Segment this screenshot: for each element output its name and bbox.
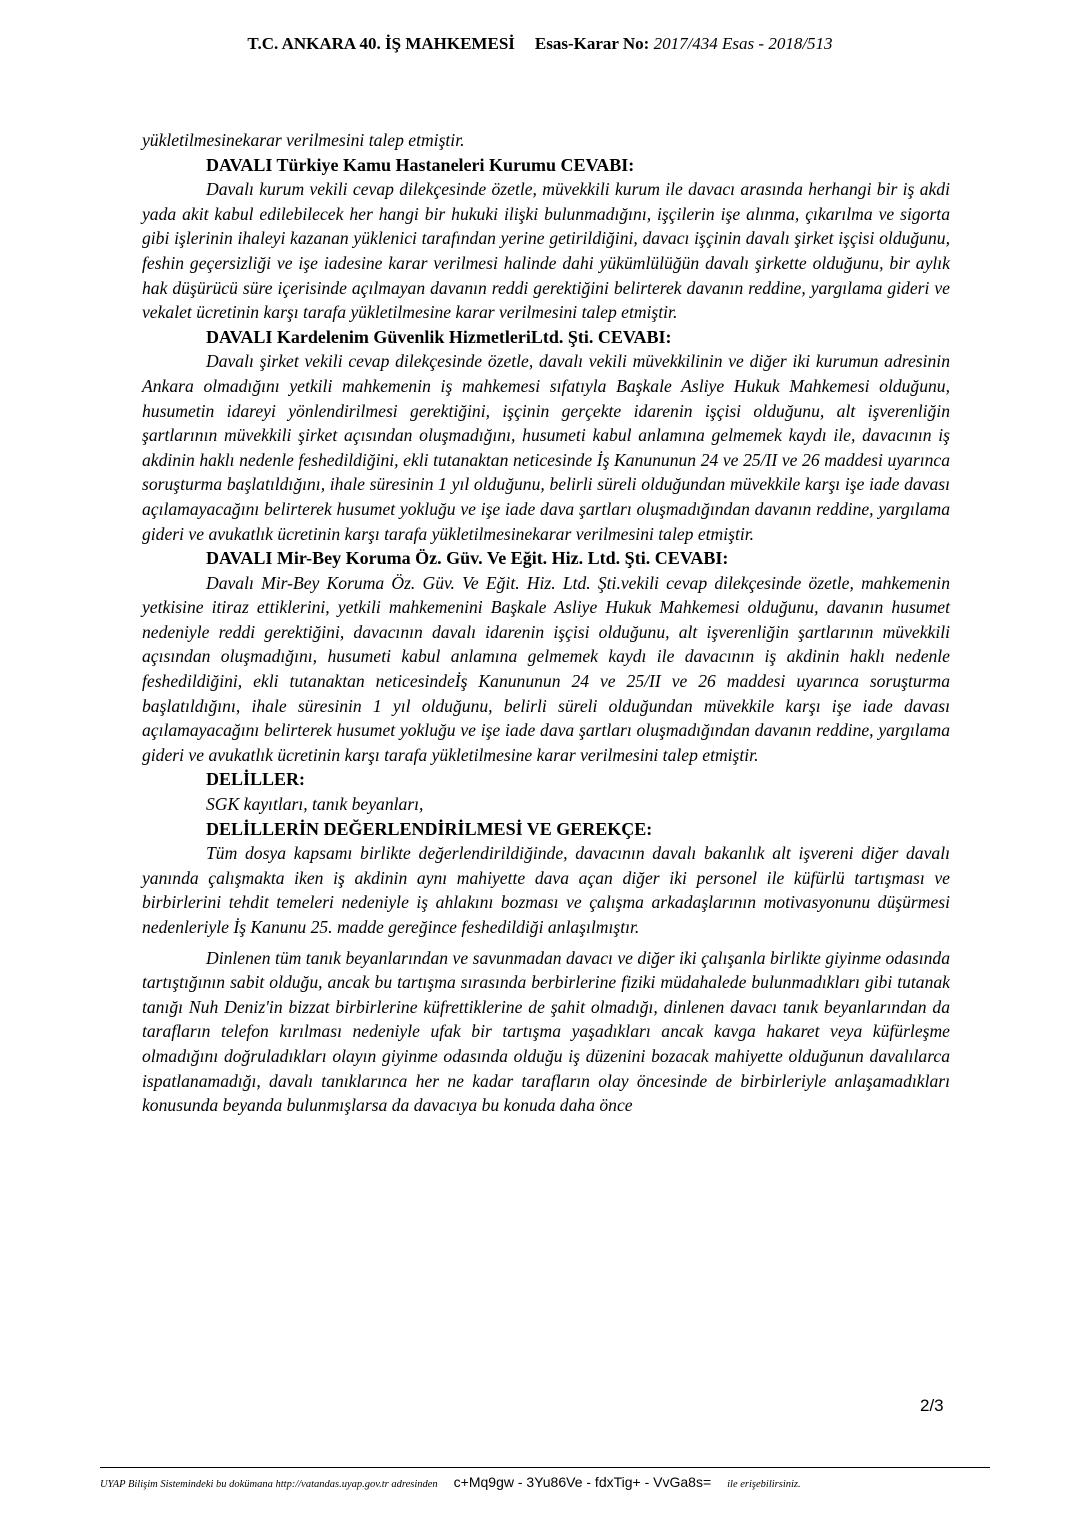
section-heading-kardelenim: DAVALI Kardelenim Güvenlik HizmetleriLtd. Şti. CEVABI: (206, 326, 672, 347)
section-heading-mir-bey: DAVALI Mir-Bey Koruma Öz. Güv. Ve Eğit. Hiz. Ltd. Şti. CEVABI: (206, 548, 729, 569)
esas-karar-value: 2017/434 Esas - 2018/513 (653, 34, 833, 53)
document-header (0, 34, 1080, 54)
page-number: 2/3 (920, 1396, 944, 1415)
footer-verification-code: c+Mq9gw - 3Yu86Ve - fdxTig+ - VvGa8s= (453, 1474, 712, 1490)
footer-access-text: ile erişebilirsiniz. (727, 1479, 801, 1490)
document-body (142, 128, 950, 1118)
intro-paragraph: yükletilmesinekarar verilmesini talep etmiştir. (142, 130, 465, 150)
esas-karar-label: Esas-Karar No: (534, 34, 650, 53)
paragraph-kamu-hastaneleri-cevabi: Davalı kurum vekili cevap dilekçesinde özetle, müvekkili kurum ile davacı arasında herhangi bir iş akdi yada akit kabul edilebilecek her hangi bir hukuki ilişki bulunmadığını, işçilerin işe alınma, çıkarılma ve sigorta gibi işlerinin ihaleyi kazanan yüklenici tarafından yerine getirildiğini, davacı işçinin davalı şirket işçisi olduğunu, feshin geçersizliği ve işe iadesine karar verilmesi halinde dahi yükümlülüğün davalı şirkette olduğunu, bir aylık hak düşürücü süre içerisinde açılmayan davanın reddi gerektiğini belirterek davanın reddine, yargılama gideri ve vekalet ücretinin karşı tarafa yükletilmesine karar verilmesini talep etmiştir. (142, 179, 950, 323)
paragraph-mir-bey-cevabi: Davalı Mir-Bey Koruma Öz. Güv. Ve Eğit. Hiz. Ltd. Şti.vekili cevap dilekçesinde özetle, mahkemenin yetkisine itiraz ettiklerini, yetkili mahkemenini Başkale Asliye Hukuk Mahkemesi olduğunu, davanın husumet nedeniyle reddi gerektiğini, davacının davalı idarenin işçisi olduğunu, alt işverenliğin şartlarının müvekkili açısından oluşmadığını, husumeti kabul anlamına gelmemek kaydı ile davacının iş akdinin haklı nedenle feshedildiğini, ekli tutanaktan neticesindeİş Kanununun 24 ve 25/II ve 26 maddesi uyarınca soruşturma başlatıldığını, ihale süresinin 1 yıl olduğunu, belirli süreli olduğundan müvekkile karşı işe iade davası açılamayacağını belirterek husumet yokluğu ve işe iade dava şartları oluşmadığından davanın reddine, yargılama gideri ve avukatlık ücretinin karşı tarafa yükletilmesine karar verilmesini talep etmiştir. (142, 572, 950, 765)
paragraph-gerekce-1: Tüm dosya kapsamı birlikte değerlendirildiğinde, davacının davalı bakanlık alt işvereni diğer davalı yanında çalışmakta iken iş akdinin aynı mahiyette dava açan diğer iki personel ile küfürlü tartışması ve birbirlerini tehdit temeleri nedeniyle iş ahlakını bozması ve çalışma arkadaşlarının motivasyonunu düşürmesi nedenleriyle İş Kanunu 25. madde gereğince feshedildiği anlaşılmıştır. (142, 843, 950, 937)
section-heading-deliller: DELİLLER: (206, 769, 306, 790)
footer-divider (100, 1467, 990, 1468)
paragraph-deliller: SGK kayıtları, tanık beyanları, (206, 794, 424, 815)
section-heading-gerekce: DELİLLERİN DEĞERLENDİRİLMESİ VE GEREKÇE: (206, 818, 653, 839)
section-heading-kamu-hastaneleri: DAVALI Türkiye Kamu Hastaneleri Kurumu CEVABI: (206, 154, 635, 175)
court-name: T.C. ANKARA 40. İŞ MAHKEMESİ (247, 34, 515, 53)
paragraph-kardelenim-cevabi: Davalı şirket vekili cevap dilekçesinde özetle, davalı vekili müvekkilinin ve diğer iki kurumun adresinin Ankara olmadığını yetkili mahkemenin iş mahkemesi sıfatıyla Başkale Asliye Hukuk Mahkemesi olduğunu, husumetin idareyi yönlendirilmesi gerektiğini, işçinin gerçekte idarenin işçisi olduğunu, alt işverenliğin şartlarının müvekkili şirket açısından oluşmadığını, husumeti kabul anlamına gelmemek kaydı ile, davacının iş akdinin haklı nedenle feshedildiğini, ekli tutanaktan neticesinde İş Kanununun 24 ve 25/II ve 26 maddesi uyarınca soruşturma başlatıldığını, ihale süresinin 1 yıl olduğunu, belirli süreli olduğundan müvekkile karşı işe iade davası açılamayacağını belirterek husumet yokluğu ve işe iade dava şartları oluşmadığından davanın reddine, yargılama gideri ve avukatlık ücretinin karşı tarafa yükletilmesinekarar verilmesini talep etmiştir. (142, 351, 950, 544)
document-footer (100, 1474, 990, 1490)
paragraph-gerekce-2: Dinlenen tüm tanık beyanlarından ve savunmadan davacı ve diğer iki çalışanla birlikte giyinme odasında tartıştığının sabit olduğu, ancak bu tartışma sırasında berbirlerine fiziki müdahalede bulunmadıkları gibi tutanak tanığı Nuh Deniz'in bizzat birbirlerine küfrettiklerine de şahit olmadığı, dinlenen davacı tanık beyanlarından da tarafların telefon kırılması nedeniyle ufak bir tartışma yaşadıkları ancak kavga hakaret veya küfürleşme olmadığını doğruladıkları olayın giyinme odasında olduğu iş düzenini bozacak mahiyette olduğunun davalılarca ispatlanamadığı, davalı tanıklarınca her ne kadar tarafların olay öncesinde de birbirleriyle anlaşamadıkları konusunda beyanda bulunmışlarsa da davacıya bu konuda daha önce (142, 947, 950, 1116)
footer-uyap-text: UYAP Bilişim Sistemindeki bu dokümana http://vatandas.uyap.gov.tr adresinden (100, 1479, 438, 1490)
